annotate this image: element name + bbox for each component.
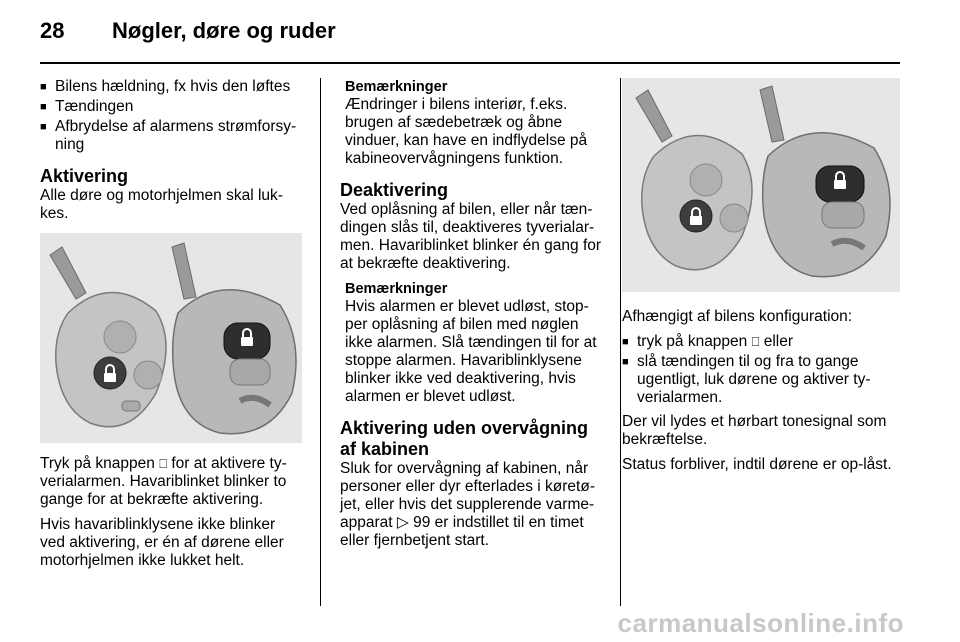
section-heading: Aktivering <box>40 166 129 186</box>
column-1 <box>40 78 302 577</box>
paragraph: Alle døre og motorhjelmen skal luk-kes. <box>40 187 283 222</box>
key-fob-illustration <box>622 78 900 292</box>
key-fob-illustration <box>40 233 302 443</box>
watermark: carmanualsonline.info <box>617 608 904 638</box>
paragraph: Status forbliver, indtil dørene er op-låst. <box>622 456 892 473</box>
list-item: ■ Tændingen <box>40 98 302 116</box>
bullet-list <box>40 78 302 154</box>
column-2 <box>340 78 602 557</box>
key-fob-image <box>40 233 302 443</box>
bullet-list <box>622 333 902 407</box>
page-title: Nøgler, døre og ruder <box>112 18 336 43</box>
note-block <box>340 78 602 168</box>
note-title: Bemærkninger <box>345 79 448 95</box>
column-divider <box>620 78 621 606</box>
section-heading: Deaktivering <box>340 180 449 200</box>
list-item: ■ slå tændingen til og fra to gange ugentligt, luk dørene og aktiver ty-verialarmen. <box>622 353 902 407</box>
paragraph: Sluk for overvågning af kabinen, når personer eller dyr efterlades i køretø-jet, eller hvis det supplerende varme-apparat ▷ 99 er indstillet til en timet eller fjernbetjent start. <box>340 460 595 549</box>
paragraph: Afhængigt af bilens konfiguration: <box>622 308 853 325</box>
list-item: ■ Afbrydelse af alarmens strømforsy-ning <box>40 118 302 154</box>
note-block <box>340 280 602 406</box>
paragraph: Ved oplåsning af bilen, eller når tæn-dingen slås til, deaktiveres tyverialar-men. Havariblinket blinker én gang for at bekræfte deaktivering. <box>340 201 602 272</box>
lock-icon: ⎕ <box>751 334 760 349</box>
paragraph: Tryk på knappen ⎕ for at aktivere ty-verialarmen. Havariblinket blinker to gange for at bekræfte aktivering. <box>40 455 287 508</box>
section-heading: Aktivering uden overvågning af kabinen <box>340 418 589 459</box>
page-number: 28 <box>40 18 65 43</box>
note-title: Bemærkninger <box>345 281 448 297</box>
page-reference-arrow-icon: ▷ <box>396 514 409 531</box>
note-text: Ændringer i bilens interiør, f.eks. brugen af sædebetræk og åbne vinduer, kan have en indflydelse på kabineovervågningens funktion. <box>345 96 588 167</box>
paragraph: Der vil lydes et hørbart tonesignal som bekræftelse. <box>622 413 887 448</box>
note-text: Hvis alarmen er blevet udløst, stop-per oplåsning af bilen med nøglen ikke alarmen. Slå tændingen til for at stoppe alarmen. Havariblinklysene blinker ikke ved deaktivering, hvis alarmen er blevet udløst. <box>345 298 597 405</box>
key-fob-image <box>622 78 900 292</box>
lock-icon: ⎕ <box>159 456 168 471</box>
paragraph: Hvis havariblinklysene ikke blinker ved aktivering, er én af dørene eller motorhjelmen ikke lukket helt. <box>40 516 284 569</box>
header-rule <box>40 62 900 64</box>
list-item: ■ tryk på knappen ⎕ eller <box>622 333 902 351</box>
column-3 <box>622 78 902 481</box>
list-item: ■ Bilens hældning, fx hvis den løftes <box>40 78 302 96</box>
column-divider <box>320 78 321 606</box>
